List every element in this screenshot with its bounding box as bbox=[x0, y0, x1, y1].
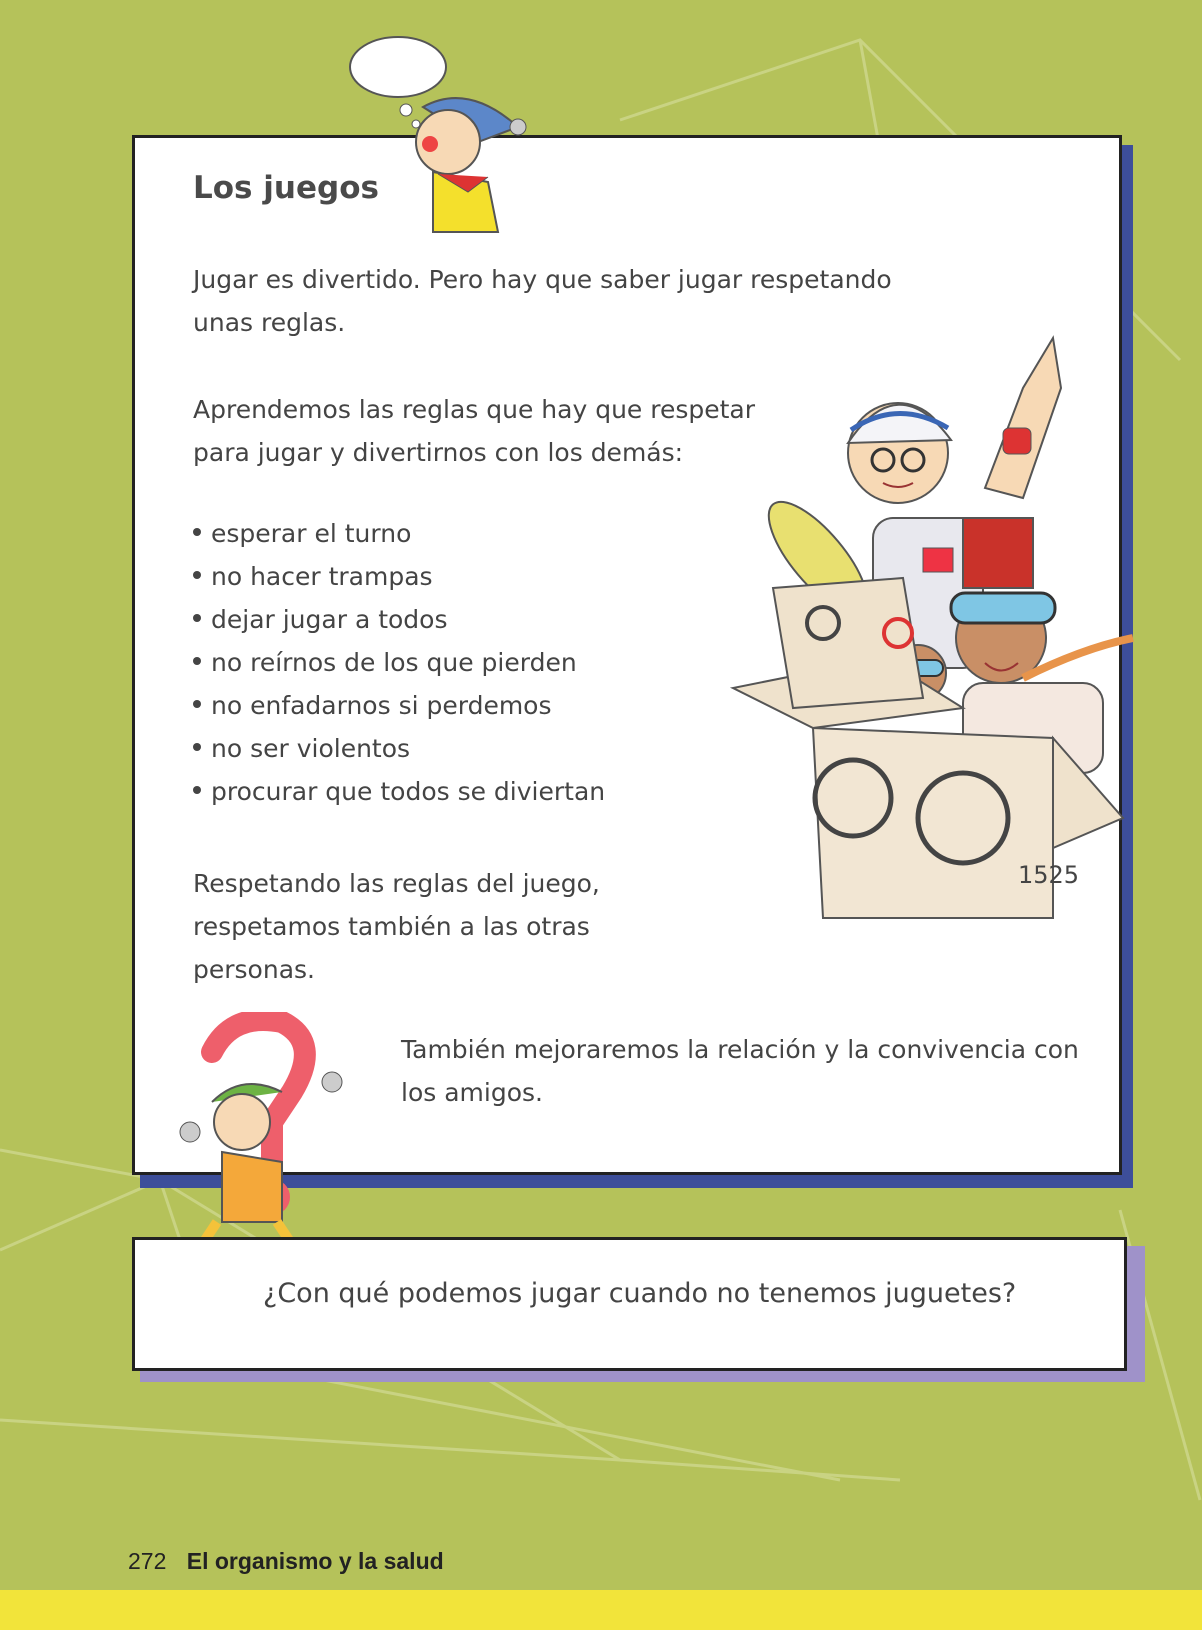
list-item: no ser violentos bbox=[193, 727, 605, 770]
rules-intro-paragraph: Aprendemos las reglas que hay que respetar para jugar y divertirnos con los demás: bbox=[193, 395, 756, 467]
section-title: El organismo y la salud bbox=[186, 1548, 444, 1574]
list-item: esperar el turno bbox=[193, 512, 605, 555]
jester-character-thinking bbox=[338, 32, 548, 242]
page-footer bbox=[128, 1548, 444, 1575]
list-item: no enfadarnos si perdemos bbox=[193, 684, 605, 727]
page-number: 272 bbox=[128, 1548, 167, 1574]
bullet-icon bbox=[193, 743, 201, 751]
box-number-label: 1525 bbox=[1018, 861, 1080, 889]
list-item: procurar que todos se diviertan bbox=[193, 770, 605, 813]
bottom-color-stripe bbox=[0, 1590, 1202, 1630]
bullet-icon bbox=[193, 786, 201, 794]
list-item: no reírnos de los que pierden bbox=[193, 641, 605, 684]
bullet-icon bbox=[193, 571, 201, 579]
question-card bbox=[132, 1237, 1127, 1371]
jester-question-mark-character bbox=[172, 1012, 362, 1262]
bullet-icon bbox=[193, 614, 201, 622]
bullet-icon bbox=[193, 528, 201, 536]
page-title: Los juegos bbox=[193, 170, 379, 206]
question-text: ¿Con qué podemos jugar cuando no tenemos juguetes? bbox=[263, 1278, 1017, 1309]
extra-paragraph: También mejoraremos la relación y la convivencia con los amigos. bbox=[401, 1035, 1079, 1107]
rules-list bbox=[193, 512, 605, 813]
intro-paragraph: Jugar es divertido. Pero hay que saber jugar respetando unas reglas. bbox=[193, 265, 892, 337]
bullet-icon bbox=[193, 700, 201, 708]
bullet-icon bbox=[193, 657, 201, 665]
children-cardboard-car-illustration bbox=[723, 328, 1143, 928]
list-item: dejar jugar a todos bbox=[193, 598, 605, 641]
conclusion-paragraph: Respetando las reglas del juego, respetamos también a las otras personas. bbox=[193, 869, 600, 984]
list-item: no hacer trampas bbox=[193, 555, 605, 598]
